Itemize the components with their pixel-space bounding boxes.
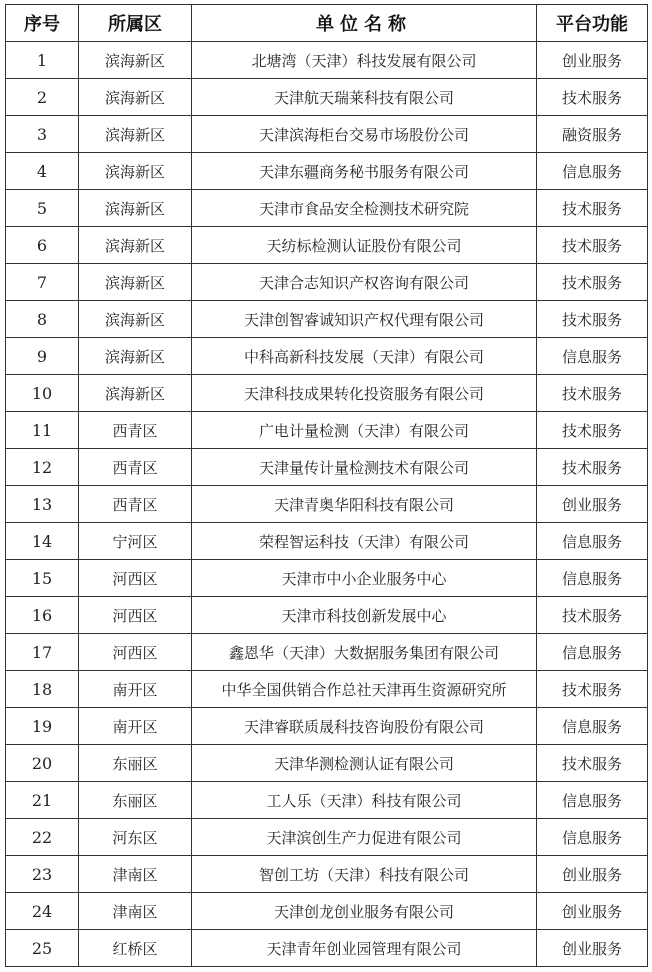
cell-district: 东丽区 (79, 782, 192, 819)
cell-function: 技术服务 (537, 79, 648, 116)
cell-function: 信息服务 (537, 338, 648, 375)
cell-function: 创业服务 (537, 42, 648, 79)
platform-list-table (5, 4, 648, 967)
cell-no: 17 (6, 634, 79, 671)
table-row (6, 893, 648, 930)
table-row (6, 301, 648, 338)
cell-district: 河西区 (79, 634, 192, 671)
table-row (6, 819, 648, 856)
cell-no: 22 (6, 819, 79, 856)
cell-name: 天津青年创业园管理有限公司 (192, 930, 537, 967)
cell-name: 中华全国供销合作总社天津再生资源研究所 (192, 671, 537, 708)
table-row (6, 560, 648, 597)
table-row (6, 523, 648, 560)
cell-no: 9 (6, 338, 79, 375)
cell-no: 11 (6, 412, 79, 449)
cell-name: 天津市食品安全检测技术研究院 (192, 190, 537, 227)
cell-district: 宁河区 (79, 523, 192, 560)
cell-function: 融资服务 (537, 116, 648, 153)
cell-no: 4 (6, 153, 79, 190)
cell-name: 鑫恩华（天津）大数据服务集团有限公司 (192, 634, 537, 671)
cell-function: 创业服务 (537, 856, 648, 893)
cell-function: 技术服务 (537, 190, 648, 227)
table-row (6, 79, 648, 116)
table-row (6, 745, 648, 782)
header-name: 单位名称 (192, 5, 537, 42)
cell-no: 25 (6, 930, 79, 967)
cell-no: 23 (6, 856, 79, 893)
table-row (6, 782, 648, 819)
cell-function: 信息服务 (537, 708, 648, 745)
cell-name: 天津合志知识产权咨询有限公司 (192, 264, 537, 301)
table-row (6, 42, 648, 79)
cell-function: 技术服务 (537, 671, 648, 708)
table-row (6, 634, 648, 671)
table-row (6, 486, 648, 523)
cell-function: 信息服务 (537, 560, 648, 597)
cell-no: 2 (6, 79, 79, 116)
table-row (6, 412, 648, 449)
cell-district: 滨海新区 (79, 227, 192, 264)
cell-no: 15 (6, 560, 79, 597)
cell-no: 21 (6, 782, 79, 819)
cell-no: 18 (6, 671, 79, 708)
cell-name: 天纺标检测认证股份有限公司 (192, 227, 537, 264)
cell-district: 滨海新区 (79, 375, 192, 412)
cell-name: 天津航天瑞莱科技有限公司 (192, 79, 537, 116)
cell-name: 天津滨创生产力促进有限公司 (192, 819, 537, 856)
cell-function: 技术服务 (537, 301, 648, 338)
table-row (6, 116, 648, 153)
cell-function: 技术服务 (537, 745, 648, 782)
cell-district: 西青区 (79, 449, 192, 486)
cell-district: 河西区 (79, 560, 192, 597)
cell-name: 天津科技成果转化投资服务有限公司 (192, 375, 537, 412)
cell-function: 技术服务 (537, 597, 648, 634)
cell-function: 技术服务 (537, 227, 648, 264)
cell-district: 滨海新区 (79, 190, 192, 227)
header-row (6, 5, 648, 42)
cell-name: 天津市科技创新发展中心 (192, 597, 537, 634)
cell-function: 信息服务 (537, 634, 648, 671)
table-row (6, 227, 648, 264)
table-row (6, 671, 648, 708)
cell-no: 24 (6, 893, 79, 930)
cell-function: 信息服务 (537, 819, 648, 856)
cell-function: 技术服务 (537, 412, 648, 449)
table-row (6, 930, 648, 967)
cell-no: 8 (6, 301, 79, 338)
cell-no: 6 (6, 227, 79, 264)
cell-no: 13 (6, 486, 79, 523)
table-body (6, 42, 648, 967)
cell-district: 东丽区 (79, 745, 192, 782)
cell-name: 天津睿联质晟科技咨询股份有限公司 (192, 708, 537, 745)
cell-function: 技术服务 (537, 264, 648, 301)
table-row (6, 264, 648, 301)
cell-district: 津南区 (79, 856, 192, 893)
cell-function: 信息服务 (537, 153, 648, 190)
cell-no: 7 (6, 264, 79, 301)
cell-no: 1 (6, 42, 79, 79)
cell-district: 滨海新区 (79, 338, 192, 375)
table-row (6, 708, 648, 745)
cell-district: 津南区 (79, 893, 192, 930)
cell-function: 创业服务 (537, 486, 648, 523)
cell-no: 14 (6, 523, 79, 560)
cell-district: 南开区 (79, 708, 192, 745)
cell-name: 广电计量检测（天津）有限公司 (192, 412, 537, 449)
table-row (6, 597, 648, 634)
cell-no: 16 (6, 597, 79, 634)
table-row (6, 190, 648, 227)
cell-district: 滨海新区 (79, 42, 192, 79)
cell-no: 10 (6, 375, 79, 412)
cell-no: 5 (6, 190, 79, 227)
platform-list-table-container (5, 4, 647, 967)
cell-function: 创业服务 (537, 893, 648, 930)
cell-name: 天津市中小企业服务中心 (192, 560, 537, 597)
table-row (6, 856, 648, 893)
cell-district: 红桥区 (79, 930, 192, 967)
cell-no: 19 (6, 708, 79, 745)
cell-district: 滨海新区 (79, 79, 192, 116)
header-district: 所属区 (79, 5, 192, 42)
cell-name: 天津东疆商务秘书服务有限公司 (192, 153, 537, 190)
cell-district: 滨海新区 (79, 301, 192, 338)
cell-district: 西青区 (79, 486, 192, 523)
cell-name: 天津量传计量检测技术有限公司 (192, 449, 537, 486)
cell-district: 南开区 (79, 671, 192, 708)
cell-district: 西青区 (79, 412, 192, 449)
cell-function: 技术服务 (537, 375, 648, 412)
cell-no: 3 (6, 116, 79, 153)
cell-no: 20 (6, 745, 79, 782)
table-row (6, 338, 648, 375)
cell-function: 创业服务 (537, 930, 648, 967)
cell-district: 滨海新区 (79, 116, 192, 153)
cell-function: 信息服务 (537, 782, 648, 819)
header-function: 平台功能 (537, 5, 648, 42)
cell-no: 12 (6, 449, 79, 486)
cell-name: 天津滨海柜台交易市场股份公司 (192, 116, 537, 153)
table-row (6, 449, 648, 486)
cell-name: 天津创智睿诚知识产权代理有限公司 (192, 301, 537, 338)
cell-district: 滨海新区 (79, 264, 192, 301)
cell-name: 天津青奥华阳科技有限公司 (192, 486, 537, 523)
cell-district: 滨海新区 (79, 153, 192, 190)
table-row (6, 375, 648, 412)
cell-name: 工人乐（天津）科技有限公司 (192, 782, 537, 819)
cell-function: 信息服务 (537, 523, 648, 560)
cell-district: 河东区 (79, 819, 192, 856)
cell-name: 北塘湾（天津）科技发展有限公司 (192, 42, 537, 79)
cell-function: 技术服务 (537, 449, 648, 486)
cell-name: 荣程智运科技（天津）有限公司 (192, 523, 537, 560)
header-no: 序号 (6, 5, 79, 42)
cell-name: 天津创龙创业服务有限公司 (192, 893, 537, 930)
cell-name: 中科高新科技发展（天津）有限公司 (192, 338, 537, 375)
table-row (6, 153, 648, 190)
cell-name: 天津华测检测认证有限公司 (192, 745, 537, 782)
cell-name: 智创工坊（天津）科技有限公司 (192, 856, 537, 893)
cell-district: 河西区 (79, 597, 192, 634)
table-header (6, 5, 648, 42)
